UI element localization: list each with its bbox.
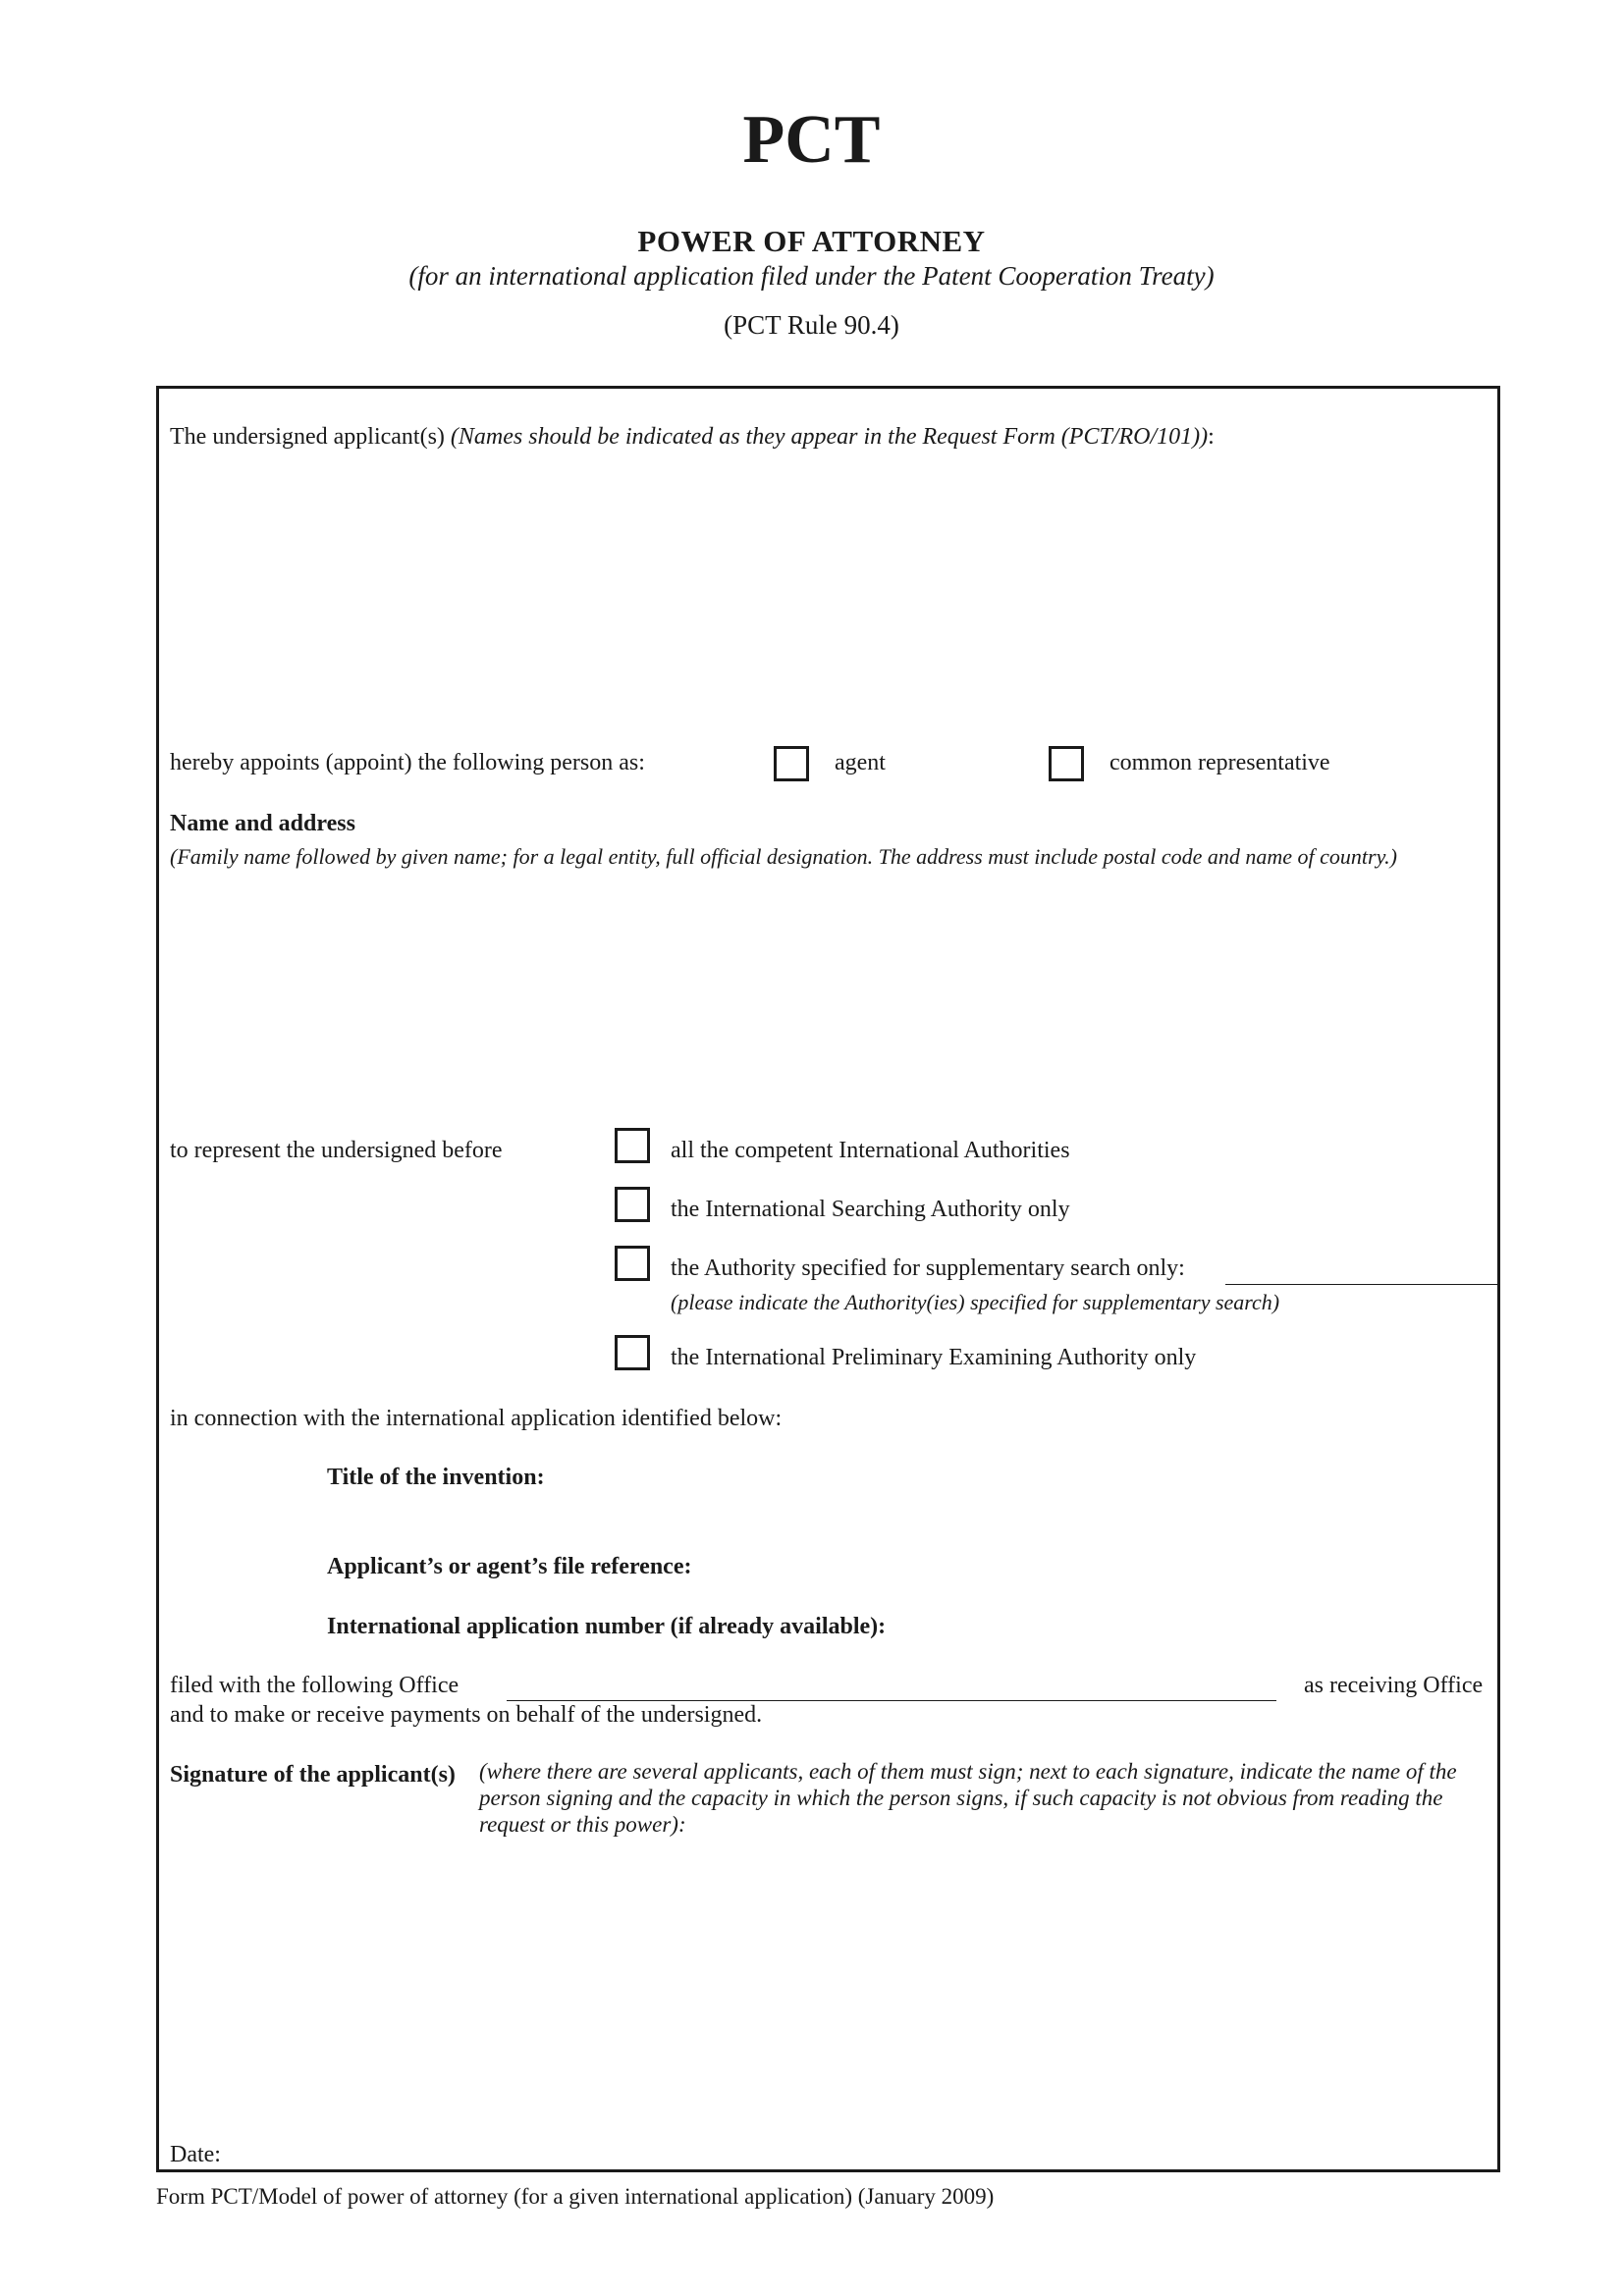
filed-label: filed with the following Office xyxy=(170,1673,460,1698)
ipea-only-label: the International Preliminary Examining Authority only xyxy=(671,1345,1197,1370)
form-footer: Form PCT/Model of power of attorney (for a given international application) (January 2009) xyxy=(156,2184,995,2209)
agent-checkbox[interactable] xyxy=(774,746,809,781)
agent-label: agent xyxy=(835,750,886,775)
all-authorities-label: all the competent International Authorities xyxy=(671,1138,1070,1163)
signature-note: (where there are several applicants, each of them must sign; next to each signature, indicate the name of the person signing and the capacity in which the person signs, if such capacity is not obvious from reading the request or this power): xyxy=(479,1759,1457,1837)
title-invention-label: Title of the invention: xyxy=(327,1465,545,1490)
date-label: Date: xyxy=(170,2142,221,2167)
form-subtitle-note: (for an international application filed under the Patent Cooperation Treaty) xyxy=(408,261,1215,291)
form-subtitle: POWER OF ATTORNEY xyxy=(637,224,986,258)
receiving-office-line[interactable] xyxy=(507,1700,1276,1701)
form-title: PCT xyxy=(742,102,881,178)
name-address-label: Name and address xyxy=(170,811,355,836)
applicants-label: The undersigned applicant(s) xyxy=(170,424,445,450)
isa-only-label: the International Searching Authority only xyxy=(671,1197,1070,1222)
file-reference-label: Applicant’s or agent’s file reference: xyxy=(327,1554,692,1579)
common-representative-checkbox[interactable] xyxy=(1049,746,1084,781)
rule-reference: (PCT Rule 90.4) xyxy=(724,310,899,340)
appointment-label: hereby appoints (appoint) the following person as: xyxy=(170,750,645,775)
payments-line: and to make or receive payments on behalf of the undersigned. xyxy=(170,1702,763,1728)
receiving-office-suffix: as receiving Office xyxy=(1304,1673,1484,1698)
supplementary-search-checkbox[interactable] xyxy=(615,1246,650,1281)
all-authorities-checkbox[interactable] xyxy=(615,1128,650,1163)
connection-label: in connection with the international application identified below: xyxy=(170,1406,783,1431)
isa-only-checkbox[interactable] xyxy=(615,1187,650,1222)
application-number-label: International application number (if already available): xyxy=(327,1614,887,1639)
date-line[interactable] xyxy=(258,2169,867,2170)
supplementary-search-label: the Authority specified for supplementary search only: xyxy=(671,1255,1185,1281)
supplementary-search-note: (please indicate the Authority(ies) specified for supplementary search) xyxy=(671,1290,1280,1314)
applicants-colon: : xyxy=(1208,424,1215,450)
represent-label: to represent the undersigned before xyxy=(170,1138,503,1163)
supplementary-authority-line[interactable] xyxy=(1225,1284,1497,1285)
ipea-only-checkbox[interactable] xyxy=(615,1335,650,1370)
common-representative-label: common representative xyxy=(1109,750,1330,775)
signature-label: Signature of the applicant(s) xyxy=(170,1762,456,1788)
name-address-note: (Family name followed by given name; for a legal entity, full official designation. The address must include postal code and name of country.) xyxy=(170,844,1397,869)
applicants-note: (Names should be indicated as they appear in the Request Form (PCT/RO/101)) xyxy=(450,424,1209,450)
applicants-section xyxy=(170,424,1215,451)
